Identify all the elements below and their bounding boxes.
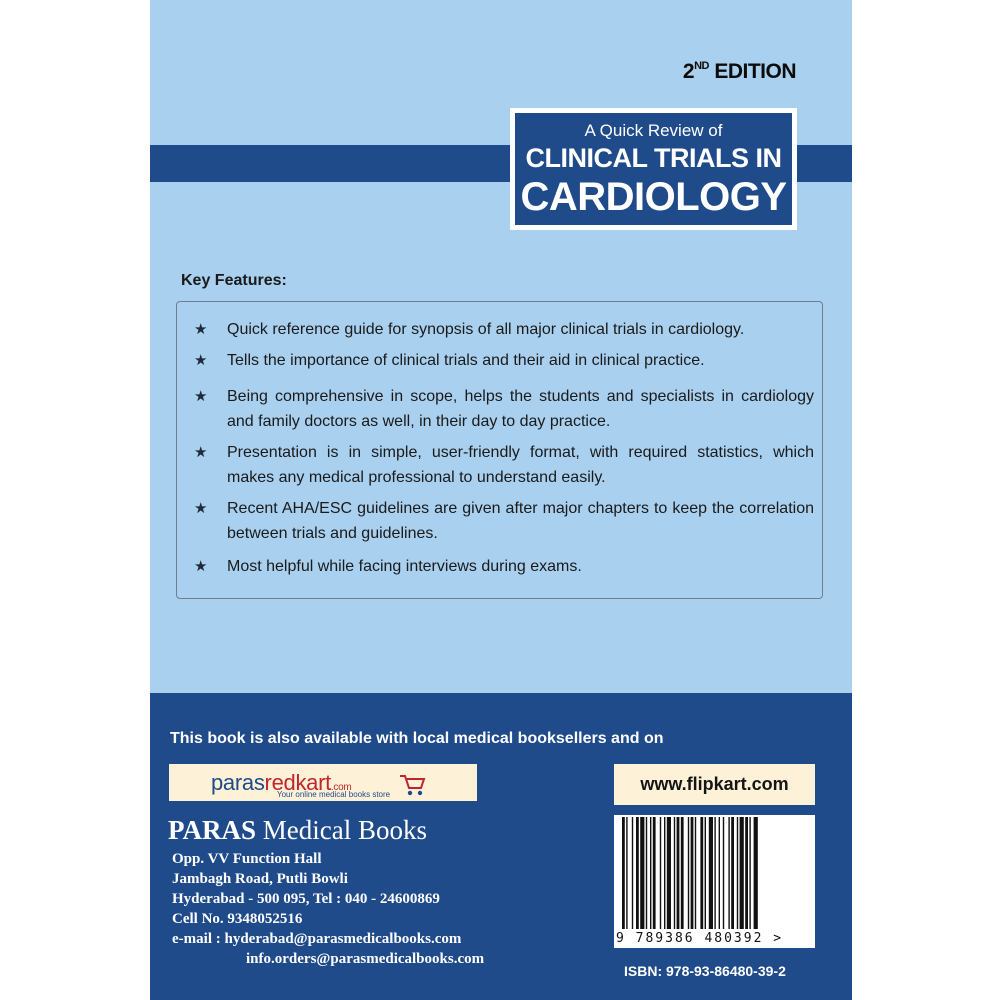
publisher-panel (150, 693, 852, 1000)
address-line: Opp. VV Function Hall (172, 851, 322, 867)
feature-text: Being comprehensive in scope, helps the students and specialists in cardiology and family doctors as well, in their day to day practice. (227, 388, 814, 430)
parasredkart-tagline: Your online medical books store (277, 790, 391, 799)
title-box (510, 108, 797, 230)
barcode-bar (700, 817, 703, 929)
barcode (614, 815, 815, 948)
feature-text: Presentation is in simple, user-friendly format, with required statistics, which makes any medical professional to understand easily. (227, 444, 814, 486)
publisher-info (168, 815, 485, 967)
barcode-bar (664, 817, 665, 929)
barcode-bar (737, 817, 738, 929)
book-back-cover (150, 0, 852, 1000)
barcode-bar (695, 817, 696, 929)
barcode-bar (650, 817, 651, 929)
barcode-bar (653, 817, 656, 929)
barcode-bar (723, 817, 724, 929)
barcode-bar (745, 817, 748, 929)
barcode-bar (688, 817, 689, 929)
address-line: Jambagh Road, Putli Bowli (172, 871, 348, 887)
star-bullet-icon: ★ (194, 321, 208, 338)
barcode-bar (674, 817, 675, 929)
feature-text: Tells the importance of clinical trials and their aid in clinical practice. (227, 352, 705, 369)
parasredkart-logo (169, 764, 477, 801)
barcode-bar (681, 817, 684, 929)
key-features-heading: Key Features: (181, 272, 287, 289)
shopping-cart-icon (397, 768, 427, 798)
barcode-bar (646, 817, 647, 929)
barcode-bar (731, 817, 734, 929)
availability-text: This book is also available with local medical booksellers and on (170, 730, 664, 747)
barcode-bar (640, 817, 644, 929)
feature-text: Quick reference guide for synopsis of all major clinical trials in cardiology. (227, 321, 745, 338)
barcode-bar (754, 817, 758, 929)
barcode-bar (667, 817, 671, 929)
barcode-bar (728, 817, 729, 929)
publisher-name: PARAS Medical Books (168, 815, 427, 845)
key-features-box (176, 301, 823, 599)
barcode-bars (620, 817, 809, 931)
parasredkart-wordmark: parasredkart.com (211, 770, 352, 795)
barcode-bar (691, 817, 694, 929)
barcode-bar (749, 817, 750, 929)
star-bullet-icon: ★ (194, 558, 208, 575)
barcode-bar (677, 817, 680, 929)
barcode-bar (636, 817, 639, 929)
feature-text: Most helpful while facing interviews during exams. (227, 558, 582, 575)
barcode-bar (709, 817, 713, 929)
barcode-digits: 9 789386 480392 > (616, 931, 784, 946)
email-line: e-mail : hyderabad@parasmedicalbooks.com (172, 931, 462, 947)
barcode-bar (660, 817, 661, 929)
book-title-line1: CLINICAL TRIALS IN (525, 143, 782, 173)
email-line-2: info.orders@parasmedicalbooks.com (246, 951, 485, 967)
feature-text: Recent AHA/ESC guidelines are given after major chapters to keep the correlation between trials and guidelines. (227, 500, 814, 542)
publisher-address (172, 849, 532, 969)
isbn-number: ISBN: 978-93-86480-39-2 (624, 963, 786, 979)
star-bullet-icon: ★ (194, 444, 208, 461)
star-bullet-icon: ★ (194, 352, 208, 369)
barcode-bar (705, 817, 706, 929)
barcode-bar (719, 817, 720, 929)
barcode-bar (740, 817, 744, 929)
star-bullet-icon: ★ (194, 388, 208, 405)
book-subtitle: A Quick Review of (584, 121, 723, 140)
address-line: Cell No. 9348052516 (172, 911, 303, 927)
barcode-bar (626, 817, 627, 929)
edition-label: 2ND EDITION (682, 60, 796, 83)
barcode-bar (632, 817, 633, 929)
address-line: Hyderabad - 500 095, Tel : 040 - 24600869 (172, 891, 440, 907)
title-box-inner (515, 113, 792, 225)
barcode-bar (622, 817, 625, 929)
book-title-line2: CARDIOLOGY (520, 175, 787, 219)
flipkart-url: www.flipkart.com (614, 764, 815, 805)
barcode-bar (714, 817, 715, 929)
star-bullet-icon: ★ (194, 500, 208, 517)
